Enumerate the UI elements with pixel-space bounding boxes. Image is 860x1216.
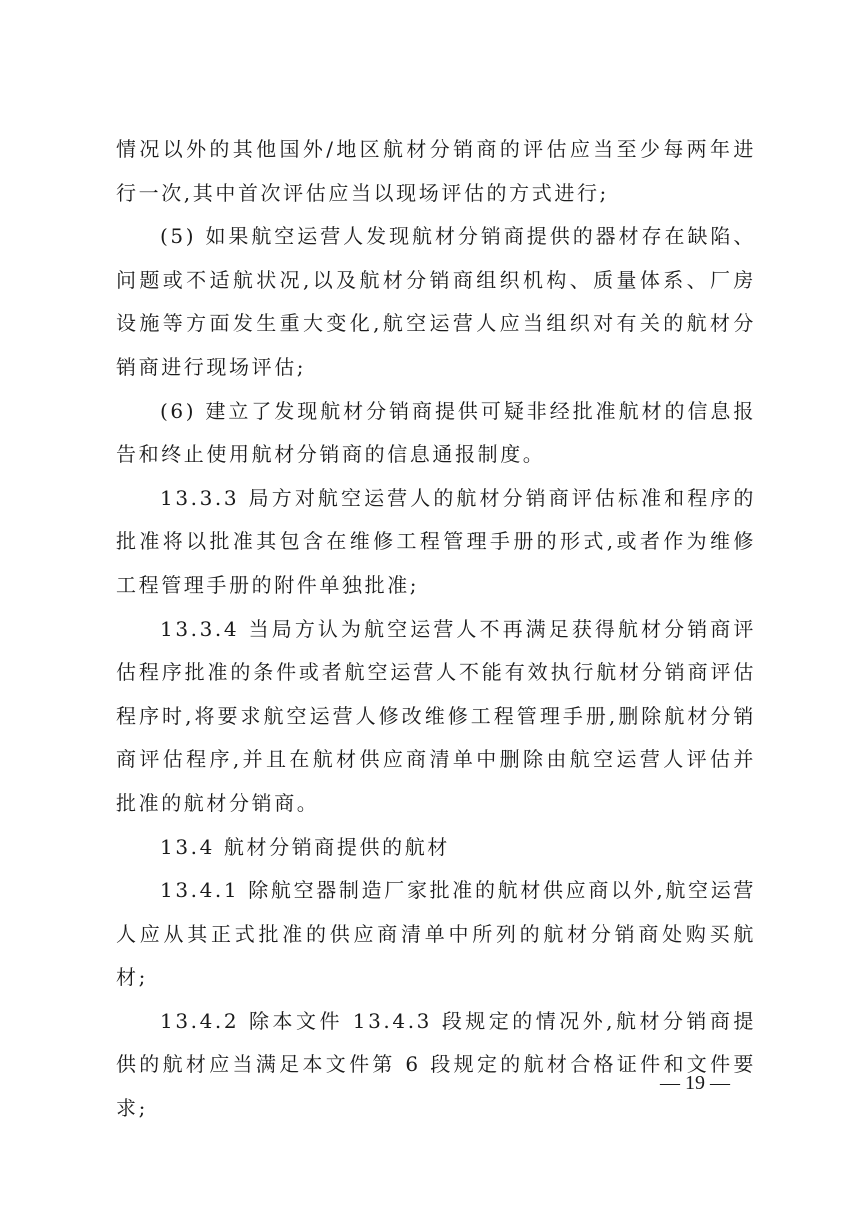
paragraph-continuation: 情况以外的其他国外/地区航材分销商的评估应当至少每两年进行一次,其中首次评估应当以现场评估的方式进行; — [116, 137, 756, 205]
paragraph-13-3-3: 13.3.3 局方对航空运营人的航材分销商评估标准和程序的批准将以批准其包含在维修工程管理手册的形式,或者作为维修工程管理手册的附件单独批准; — [116, 485, 756, 597]
paragraph-13-3-4: 13.3.4 当局方认为航空运营人不再满足获得航材分销商评估程序批准的条件或者航空运营人不能有效执行航材分销商评估程序时,将要求航空运营人修改维修工程管理手册,删除航材分销商评估程序,并且在航材供应商清单中删除由航空运营人评估并批准的航材分销商。 — [116, 616, 756, 815]
paragraph-item-6: (6) 建立了发现航材分销商提供可疑非经批准航材的信息报告和终止使用航材分销商的信息通报制度。 — [116, 398, 756, 467]
paragraph-13-4-2: 13.4.2 除本文件 13.4.3 段规定的情况外,航材分销商提供的航材应当满足本文件第 6 段规定的航材合格证件和文件要求; — [116, 1008, 756, 1121]
page-number: — 19 — — [660, 1072, 730, 1094]
body-text — [116, 128, 756, 1131]
section-heading-13-4: 13.4 航材分销商提供的航材 — [160, 834, 450, 859]
paragraph-13-4-1: 13.4.1 除航空器制造厂家批准的航材供应商以外,航空运营人应从其正式批准的供应商清单中所列的航材分销商处购买航材; — [116, 878, 756, 990]
paragraph-item-5: (5) 如果航空运营人发现航材分销商提供的器材存在缺陷、问题或不适航状况,以及航材分销商组织机构、质量体系、厂房设施等方面发生重大变化,航空运营人应当组织对有关的航材分销商进行现场评估; — [116, 224, 756, 379]
